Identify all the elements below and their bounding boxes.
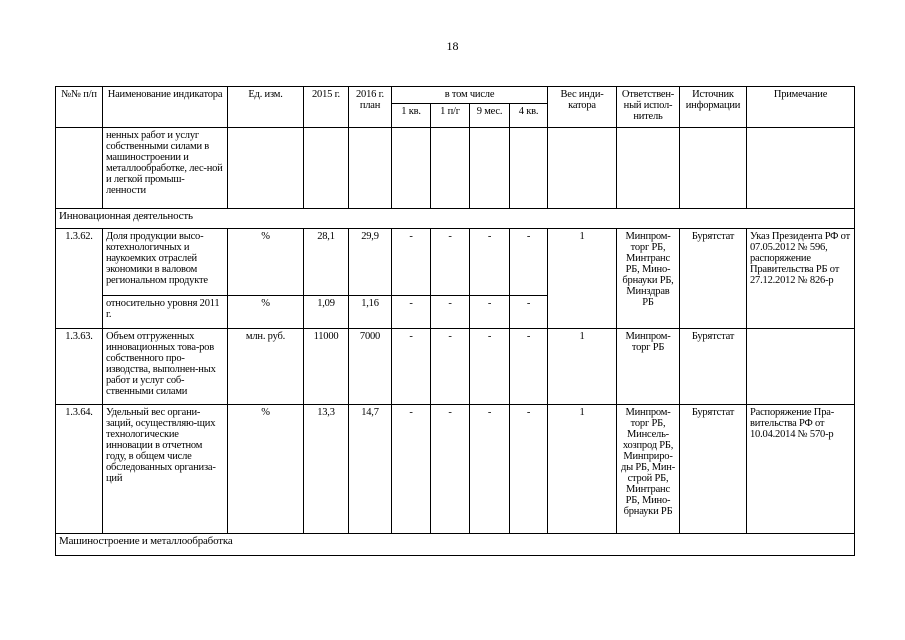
cell-2015: 28,1 (304, 229, 349, 296)
cell-q4: - (510, 405, 548, 534)
header-unit: Ед. изм. (228, 87, 304, 128)
cell-2015: 13,3 (304, 405, 349, 534)
cell-source: Бурятстат (680, 329, 747, 405)
cell-weight (548, 128, 617, 209)
cell-responsible: Минпром-торг РБ, Минсель-хозпрод РБ, Минприро-ды РБ, Мин-строй РБ, Минтранс РБ, Мино-брнауки РБ (617, 405, 680, 534)
cell-9m: - (470, 405, 510, 534)
cell-num (56, 128, 103, 209)
header-row (56, 87, 855, 104)
cell-note (747, 329, 855, 405)
cell-2016: 29,9 (349, 229, 392, 296)
cell-2016: 14,7 (349, 405, 392, 534)
header-name: Наименование индикатора (103, 87, 228, 128)
header-source: Источник информации (680, 87, 747, 128)
cell-responsible: Минпром-торг РБ, Минтранс РБ, Мино-брнауки РБ, Минздрав РБ (617, 229, 680, 329)
header-weight: Вес инди-катора (548, 87, 617, 128)
cell-responsible: Минпром-торг РБ (617, 329, 680, 405)
cell-unit: % (228, 296, 304, 329)
header-h1: 1 п/г (431, 104, 470, 128)
section-row (56, 534, 855, 556)
cell-name: Объем отгруженных инновационных това-ров собственного про-изводства, выполнен-ных работ и услуг соб-ственными силами (103, 329, 228, 405)
header-2016-plan: 2016 г. план (349, 87, 392, 128)
cell-source (680, 128, 747, 209)
cell-source: Бурятстат (680, 405, 747, 534)
page-number: 18 (446, 39, 459, 53)
table-row (56, 329, 855, 405)
section-title: Инновационная деятельность (56, 209, 855, 229)
cell-name: ненных работ и услуг собственными силами в машиностроении и металлообработке, лес-ной и легкой промыш-ленности (103, 128, 228, 209)
cell-2016 (349, 128, 392, 209)
cell-unit: % (228, 229, 304, 296)
cell-responsible (617, 128, 680, 209)
cell-q1: - (392, 296, 431, 329)
indicators-table (55, 86, 855, 556)
cell-unit: млн. руб. (228, 329, 304, 405)
cell-2015: 1,09 (304, 296, 349, 329)
cell-num: 1.3.64. (56, 405, 103, 534)
table-row (56, 229, 855, 296)
cell-note (747, 128, 855, 209)
section-row (56, 209, 855, 229)
header-q4: 4 кв. (510, 104, 548, 128)
header-9m: 9 мес. (470, 104, 510, 128)
cell-q1: - (392, 229, 431, 296)
cell-source: Бурятстат (680, 229, 747, 329)
table-row (56, 405, 855, 534)
cell-q4: - (510, 296, 548, 329)
cell-q4: - (510, 329, 548, 405)
cell-num: 1.3.63. (56, 329, 103, 405)
cell-h1: - (431, 329, 470, 405)
cell-9m: - (470, 229, 510, 296)
cell-9m (470, 128, 510, 209)
cell-q4 (510, 128, 548, 209)
cell-2015 (304, 128, 349, 209)
header-in-total: в том числе (392, 87, 548, 104)
cell-q1: - (392, 405, 431, 534)
cell-2016: 7000 (349, 329, 392, 405)
table-row (56, 128, 855, 209)
cell-weight: 1 (548, 229, 617, 329)
cell-9m: - (470, 329, 510, 405)
header-note: Примечание (747, 87, 855, 128)
cell-q1: - (392, 329, 431, 405)
section-title: Машиностроение и металлообработка (56, 534, 855, 556)
cell-h1 (431, 128, 470, 209)
cell-note: Распоряжение Пра-вительства РФ от 10.04.2014 № 570-р (747, 405, 855, 534)
cell-note: Указ Президента РФ от 07.05.2012 № 596, распоряжение Правительства РБ от 27.12.2012 № 826-р (747, 229, 855, 329)
cell-name: Удельный вес органи-заций, осуществляю-щих технологические инновации в отчетном году, в общем числе обследованных организа-ций (103, 405, 228, 534)
header-responsible: Ответствен-ный испол-нитель (617, 87, 680, 128)
cell-weight: 1 (548, 405, 617, 534)
cell-unit (228, 128, 304, 209)
cell-name: Доля продукции высо-котехнологичных и наукоемких отраслей экономики в валовом региональном продукте (103, 229, 228, 296)
cell-q1 (392, 128, 431, 209)
cell-9m: - (470, 296, 510, 329)
header-q1: 1 кв. (392, 104, 431, 128)
header-2015: 2015 г. (304, 87, 349, 128)
header-num: №№ п/п (56, 87, 103, 128)
cell-name: относительно уровня 2011 г. (103, 296, 228, 329)
cell-weight: 1 (548, 329, 617, 405)
cell-2015: 11000 (304, 329, 349, 405)
cell-h1: - (431, 405, 470, 534)
cell-h1: - (431, 229, 470, 296)
cell-h1: - (431, 296, 470, 329)
cell-q4: - (510, 229, 548, 296)
cell-2016: 1,16 (349, 296, 392, 329)
cell-unit: % (228, 405, 304, 534)
cell-num: 1.3.62. (56, 229, 103, 329)
